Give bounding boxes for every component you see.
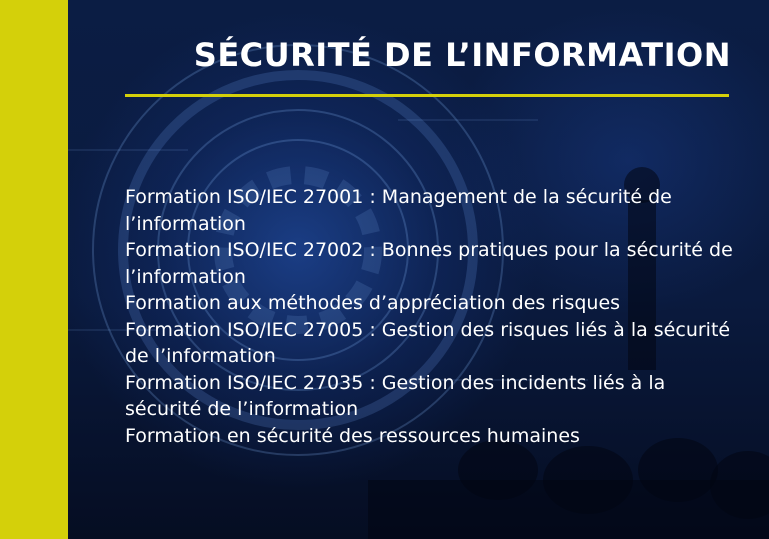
list-item: Formation ISO/IEC 27001 : Management de la sécurité de l’information [125, 186, 672, 235]
content-panel [68, 0, 769, 539]
page-title: SÉCURITÉ DE L’INFORMATION [193, 36, 731, 74]
title-divider [125, 94, 729, 97]
list-item: Formation ISO/IEC 27002 : Bonnes pratiques pour la sécurité de l’information [125, 239, 733, 288]
list-item: Formation ISO/IEC 27035 : Gestion des incidents liés à la sécurité de l’information [125, 371, 666, 420]
yellow-accent-bar [0, 0, 68, 539]
list-item: Formation en sécurité des ressources humaines [125, 424, 580, 447]
list-item: Formation aux méthodes d’appréciation des risques [125, 292, 621, 314]
list-item: Formation ISO/IEC 27005 : Gestion des risques liés à la sécurité de l’information [125, 318, 731, 367]
training-list [125, 184, 740, 449]
